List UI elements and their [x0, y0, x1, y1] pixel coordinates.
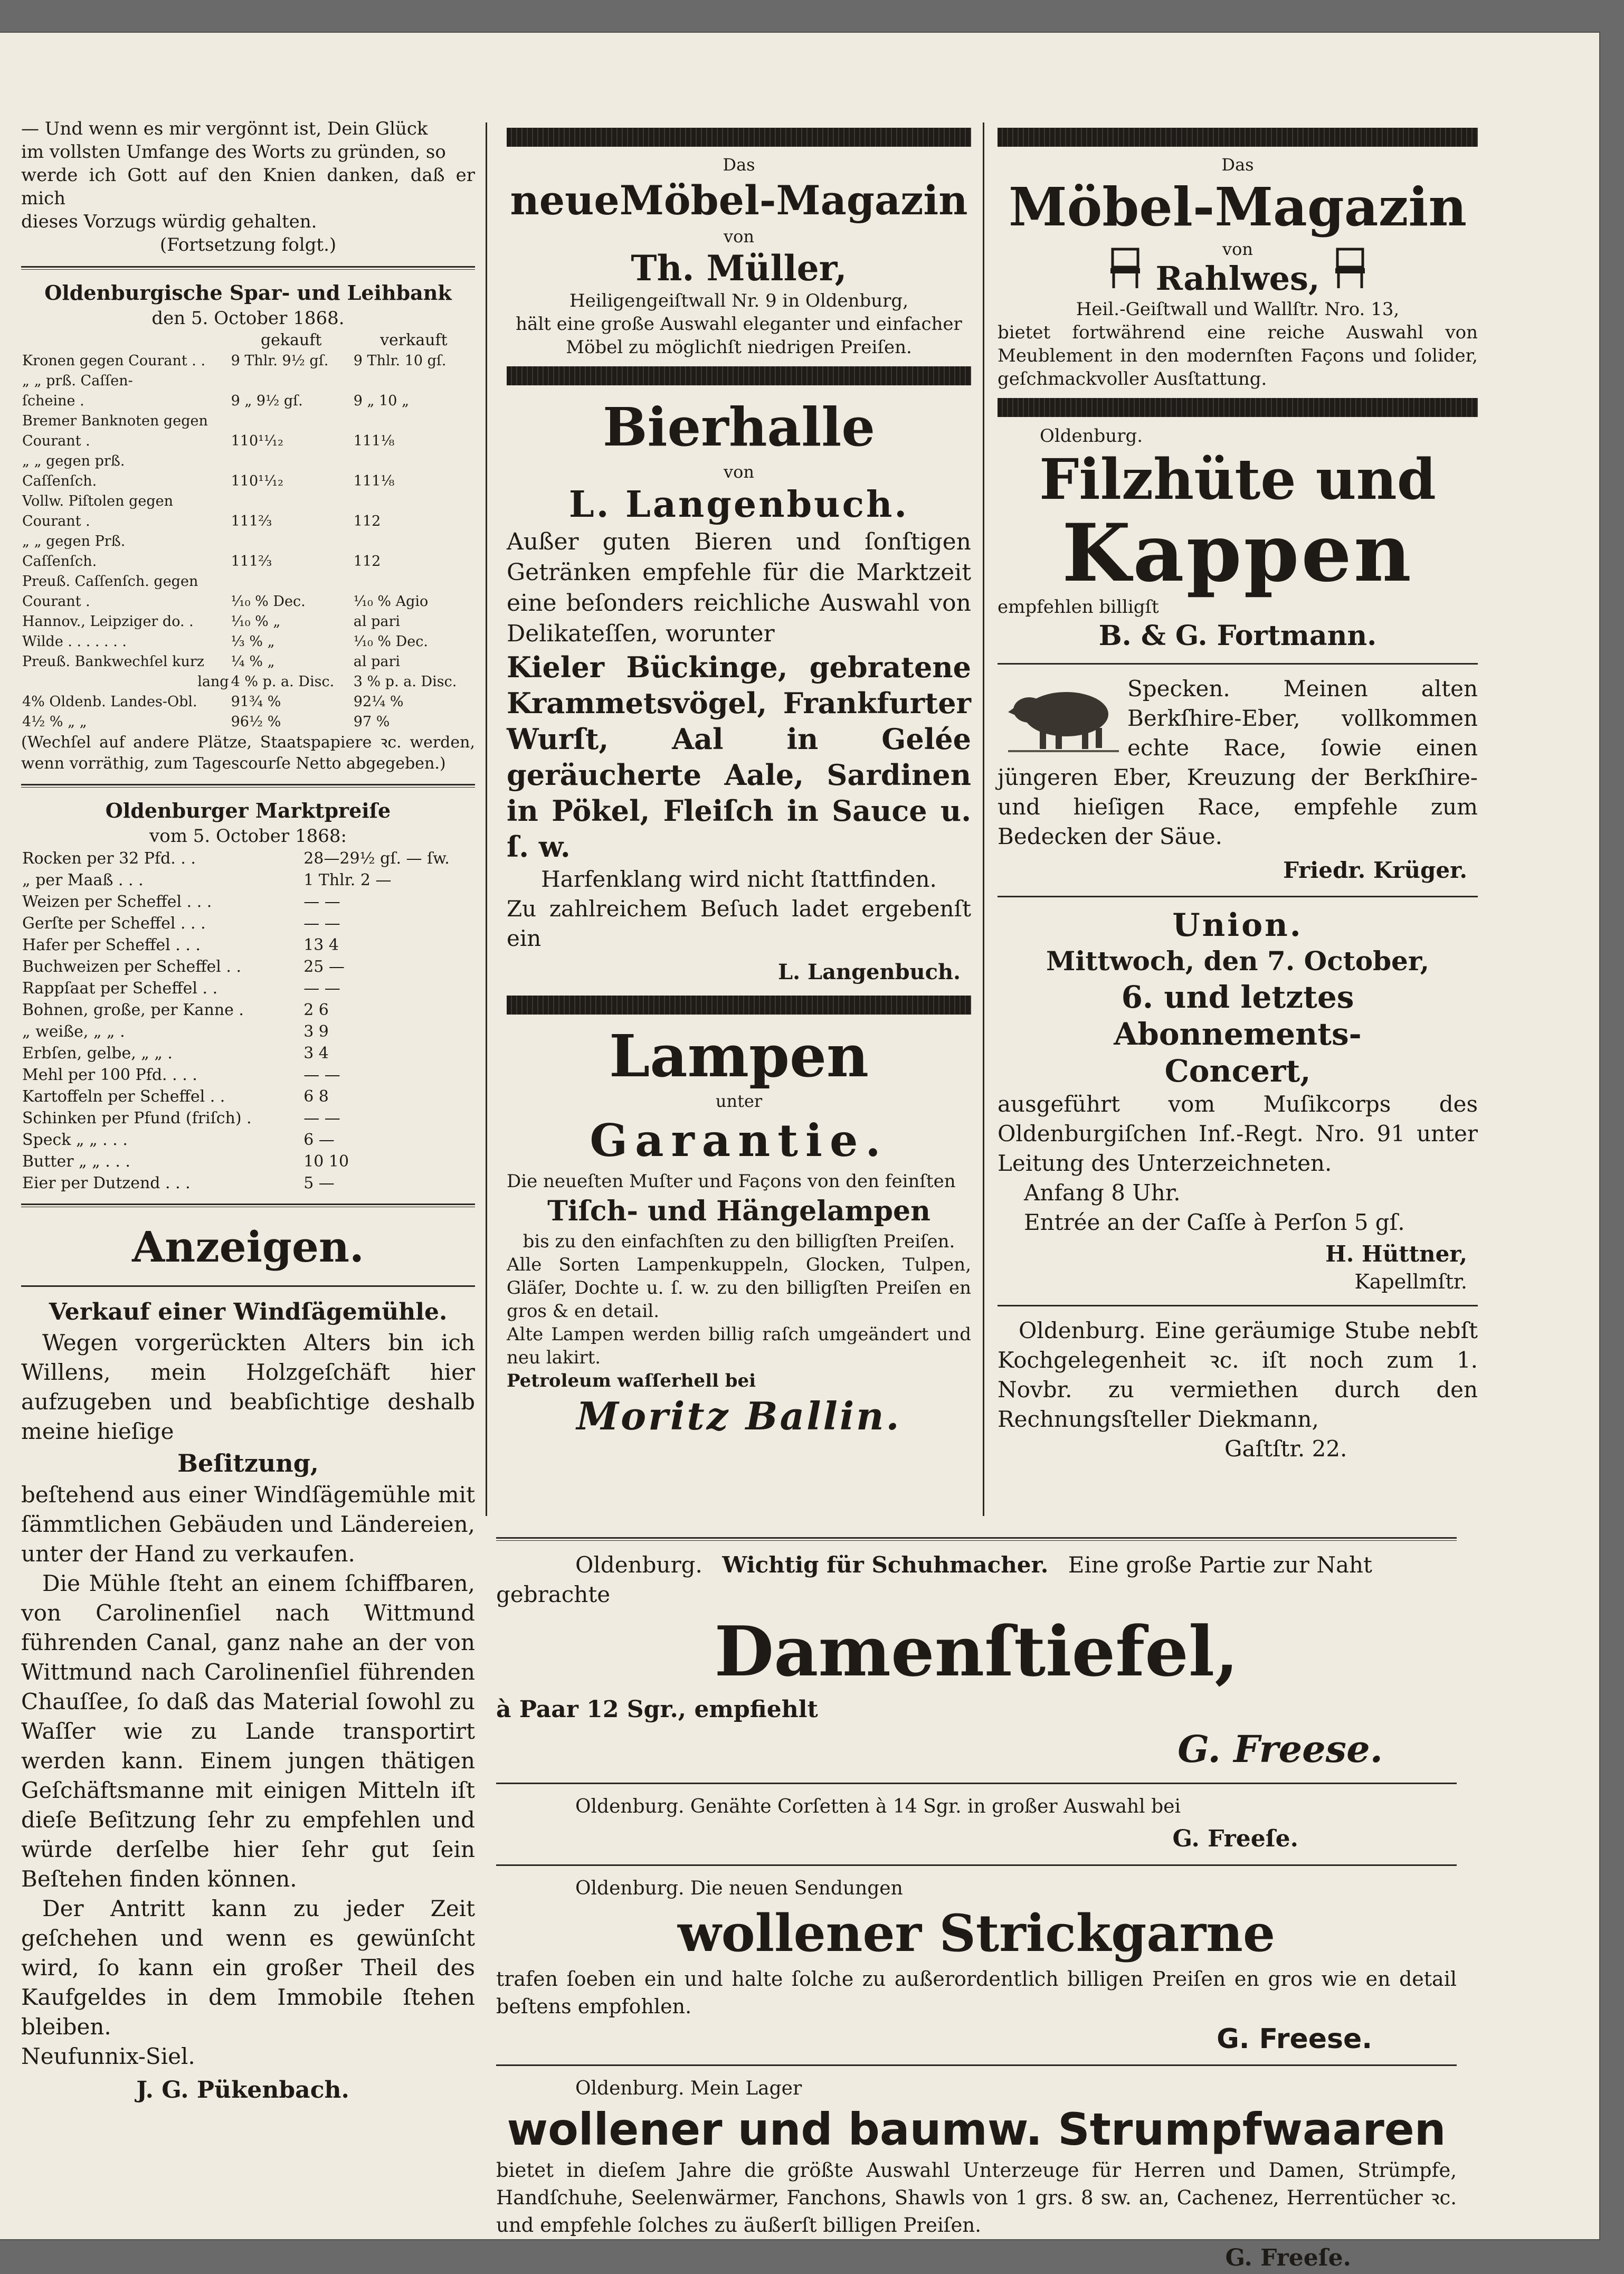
ad-title: neueMöbel-Magazin [510, 177, 968, 224]
table-row [21, 869, 475, 891]
ad-title: Verkauf einer Windſägemühle. [49, 1299, 448, 1325]
table-cell: 111²⁄₃ [231, 553, 272, 570]
table-cell: 110¹¹⁄₁₂ [231, 473, 283, 489]
bank-date: den 5. October 1868. [151, 308, 345, 329]
divider [21, 784, 475, 788]
table-cell: „ „ gegen Prß. [22, 533, 126, 549]
divider [496, 1537, 1457, 1541]
table-cell: — — [303, 979, 340, 998]
table-cell: „ „ prß. Caſſen- [22, 373, 133, 389]
ad-text: Oldenburg. Eine geräumige Stube nebſt Kochgelegenheit ꝛc. iſt noch zum 1. Novbr. zu vermiethen durch den Rechnungsſteller Diekmann, [998, 1318, 1478, 1432]
table-cell [353, 371, 475, 391]
table-cell [230, 451, 353, 471]
wide-ads [496, 1537, 1457, 2274]
divider [998, 663, 1478, 665]
ad-lampen [507, 1022, 971, 1440]
ad-moebel-mueller [507, 154, 971, 359]
market-date: vom 5. October 1868: [149, 826, 347, 847]
ad-merchant: L. Langenbuch. [568, 484, 909, 526]
ad-place: Neufunnix-Siel. [21, 2043, 195, 2069]
table-cell: Hafer per Scheffel . . . [22, 936, 201, 954]
table-cell: Preuß. Caſſenſch. gegen [22, 573, 198, 590]
serial-story-ending [21, 117, 475, 257]
ad-kicker: Das [1221, 155, 1254, 175]
ad-text: beſtehend aus einer Windſägemühle mit ſämmtlichen Gebäuden und Ländereien, unter der Hand zu verkaufen. [21, 1482, 475, 1567]
table-cell [353, 491, 475, 511]
ad-signature-title: Kapellmſtr. [1354, 1270, 1467, 1293]
table-row [21, 451, 475, 471]
ad-boar [998, 674, 1478, 886]
table-cell: 10 10 [303, 1152, 349, 1171]
table-cell: Bremer Banknoten gegen [22, 413, 208, 429]
ad-strumpfwaaren [496, 2076, 1457, 2274]
table-row [21, 532, 475, 552]
ad-title: wollener Strickgarne [677, 1903, 1276, 1963]
table-row [21, 1129, 475, 1151]
ad-date: Mittwoch, den 7. October, [1046, 945, 1429, 977]
ad-text: Anfang 8 Uhr. [1024, 1180, 1181, 1206]
table-cell: 25 — [303, 958, 345, 976]
ad-title: Lampen [609, 1022, 869, 1090]
table-cell: Erbſen, gelbe, „ „ . [22, 1044, 173, 1063]
ad-text: Die neueſten Muſter und Façons von den feinſten [507, 1171, 956, 1192]
ornamental-bar [998, 128, 1478, 147]
table-cell [353, 411, 475, 431]
table-row [21, 371, 475, 391]
market-title: Oldenburger Marktpreiſe [105, 799, 391, 822]
table-cell: 97 % [353, 714, 390, 730]
ad-moebel-rahlwes [998, 154, 1478, 391]
column-right [998, 96, 1478, 1464]
divider [21, 1285, 475, 1287]
table-cell: — — [303, 914, 340, 933]
table-cell: lang [197, 674, 229, 690]
ad-text: Zu zahlreichem Beſuch ladet ergebenſt ein [507, 896, 971, 951]
table-cell: Rappſaat per Scheffel . . [22, 979, 218, 998]
table-row [21, 391, 475, 411]
ornamental-bar [507, 996, 971, 1015]
ad-text: bietet in dieſem Jahre die größte Auswahl Unterzeuge für Herren und Damen, Strümpfe, Handſchuhe, Seelenwärmer, Fanchons, Shawls von 1 grs. 8 sw. an, Cachenez, Herrentücher ꝛc. und empfehle ſolches zu äußerſt billigen Preiſen. [496, 2159, 1457, 2237]
section-heading-anzeigen: Anzeigen. [132, 1222, 364, 1272]
ad-signature: H. Hüttner, [1325, 1241, 1467, 1267]
ad-subtitle: Concert, [1164, 1053, 1311, 1089]
table-cell: „ „ gegen prß. [22, 453, 125, 469]
table-cell: 6 — [303, 1131, 335, 1149]
table-cell: 9 „ 9½ gſ. [231, 393, 303, 409]
ad-text: Petroleum waſſerhell bei [507, 1370, 756, 1391]
table-cell [230, 572, 353, 592]
ad-subtitle: Garantie. [590, 1114, 888, 1167]
ad-text: Entrée an der Caſſe à Perſon 5 gſ. [1024, 1209, 1405, 1235]
ad-title: wollener und baumw. Strumpfwaaren [507, 2104, 1446, 2155]
ornamental-bar [507, 366, 971, 385]
table-cell: 28—29½ gſ. — ſw. [303, 849, 450, 868]
table-row [21, 1172, 475, 1194]
table-cell: Kartoffeln per Scheffel . . [22, 1087, 225, 1106]
table-cell [353, 451, 475, 471]
ad-text: Wegen vorgerückten Alters bin ich Willens, mein Holzgeſchäft hier aufzugeben und beabſichtige deshalb meine hieſige [21, 1330, 475, 1444]
table-cell: 9 Thlr. 10 gſ. [353, 353, 447, 369]
bank-rates-table [21, 330, 475, 732]
ad-room-rent [998, 1316, 1478, 1464]
table-cell: 3 % p. a. Disc. [353, 674, 457, 690]
chair-icon [1108, 247, 1142, 289]
ad-kicker: Das [723, 155, 755, 175]
ad-place: Oldenburg. [575, 1552, 702, 1578]
ad-subtitle: 6. und letztes Abonnements- [1114, 979, 1362, 1052]
ad-title: Kappen [1062, 507, 1413, 600]
market-prices [21, 797, 475, 1194]
ad-windmill-sale [21, 1296, 475, 2106]
divider [998, 896, 1478, 897]
table-cell [21, 330, 230, 351]
table-row [21, 1151, 475, 1172]
divider [496, 1864, 1457, 1866]
ad-merchant: Th. Müller, [631, 248, 847, 289]
table-cell: 13 4 [303, 936, 339, 954]
table-cell: Kronen gegen Courant . . [22, 353, 206, 369]
table-cell [230, 491, 353, 511]
bank-title: Oldenburgische Spar- und Leihbank [44, 281, 452, 305]
table-cell: Buchweizen per Scheffel . . [22, 958, 242, 976]
table-row [21, 956, 475, 978]
table-cell [230, 532, 353, 552]
ad-highlight: Tiſch- und Hängelampen [547, 1195, 930, 1227]
ad-text: Eine große Partie zur Naht gebrachte [496, 1552, 1372, 1607]
table-cell: Caſſenſch. [22, 553, 97, 570]
ad-place: Oldenburg. [1040, 425, 1143, 447]
ad-signature: L. Langenbuch. [777, 960, 961, 984]
table-cell: — — [303, 893, 340, 911]
table-row [21, 978, 475, 999]
table-row [21, 491, 475, 511]
table-cell: al pari [353, 653, 401, 670]
table-cell: 110¹¹⁄₁₂ [231, 433, 283, 449]
table-cell: 9 Thlr. 9½ gſ. [231, 353, 329, 369]
ad-signature: G. Freeſe. [1225, 2244, 1351, 2271]
table-row [21, 913, 475, 934]
ad-text: bis zu den einfachſten zu den billigſten Preiſen. [523, 1231, 955, 1252]
ad-von: von [724, 226, 754, 247]
ad-unter: unter [715, 1091, 763, 1111]
table-row [21, 552, 475, 572]
ad-text: Harfenklang wird nicht ſtattfinden. [541, 866, 937, 892]
table-cell [230, 371, 353, 391]
table-cell [353, 532, 475, 552]
ad-highlight: Kieler Bückinge, gebratene Krammetsvögel, Frankfurter Wurſt, Aal in Gelée geräucherte Aale, Sardinen in Pökel, Fleiſch in Sauce u. ſ. w. [507, 650, 971, 864]
ad-title: Möbel-Magazin [1008, 176, 1467, 238]
ad-title: Union. [1172, 907, 1303, 944]
table-cell: Hannov., Leipziger do. . [22, 613, 194, 630]
table-cell: 3 9 [303, 1022, 329, 1041]
table-cell: 91³⁄₄ % [231, 694, 281, 710]
table-cell: „ weiße, „ „ . [22, 1022, 125, 1041]
table-row [21, 592, 475, 612]
ad-title: Bierhalle [603, 396, 875, 458]
table-cell: ¹⁄₁₀ % Dec. [353, 633, 428, 650]
table-cell: 111¹⁄₈ [353, 433, 395, 449]
ad-subtitle: Beſitzung, [177, 1449, 319, 1477]
table-cell: 4% Oldenb. Landes-Obl. [22, 694, 197, 710]
table-row [21, 891, 475, 913]
table-cell: 111²⁄₃ [231, 513, 272, 529]
story-line: im vollsten Umfange des Worts zu gründen, so [21, 141, 446, 163]
divider [496, 2064, 1457, 2066]
table-cell: Rocken per 32 Pfd. . . [22, 849, 196, 868]
ad-text: hält eine große Auswahl eleganter und einfacher Möbel zu möglichſt niedrigen Preiſen. [516, 314, 962, 358]
table-cell: 6 8 [303, 1087, 329, 1106]
table-cell: Courant . [22, 513, 90, 529]
ad-text: empfehlen billigſt [998, 596, 1159, 618]
table-cell: 9 „ 10 „ [353, 393, 410, 409]
table-cell: 96¹⁄₂ % [231, 714, 281, 730]
ad-strickgarne [496, 1875, 1457, 2055]
table-row [21, 572, 475, 592]
table-cell: Caſſenſch. [22, 473, 97, 489]
ad-signature: Friedr. Krüger. [1283, 857, 1467, 883]
table-cell: Vollw. Piſtolen gegen [22, 493, 174, 509]
table-row [21, 848, 475, 869]
table-cell: ¹⁄₄ % „ [231, 653, 275, 670]
market-prices-table [21, 848, 475, 1194]
table-cell: — — [303, 1066, 340, 1084]
ad-signature: G. Freese. [1177, 1727, 1383, 1771]
ad-title: Filzhüte und [1039, 446, 1436, 512]
table-cell: 112 [353, 553, 381, 570]
column-header: verkauft [380, 331, 448, 349]
ad-text: trafen ſoeben ein und halte ſolche zu außerordentlich billigen Preiſen en gros wie en detail beſtens empfohlen. [496, 1967, 1457, 2018]
table-cell: Wilde . . . . . . . [22, 633, 127, 650]
table-cell: Gerſte per Scheffel . . . [22, 914, 206, 933]
ad-merchant: Rahlwes, [1155, 259, 1320, 298]
ad-corsetten [496, 1794, 1457, 1855]
table-cell: „ per Maaß . . . [22, 871, 144, 889]
ad-text: Die Mühle ſteht an einem ſchiffbaren, von Carolinenſiel nach Wittmund führenden Canal, ganz nahe an der von Wittmund nach Carolinenſiel führenden Chauſſee, ſo daß das Material ſowohl zu Waſſer wie zu Lande transportirt werden kann. Einem jungen thätigen Geſchäftsmanne mit einigen Mitteln iſt dieſe Beſitzung ſehr zu empfehlen und würde derſelbe hier ſehr gut ſein Beſtehen finden können. [21, 1570, 475, 1892]
column-header: gekauft [260, 331, 322, 349]
newspaper-page [0, 33, 1599, 2271]
ad-merchant: B. & G. Fortmann. [1098, 620, 1377, 652]
table-row [21, 712, 475, 732]
column-rule [486, 122, 487, 1516]
ad-text: Oldenburg. Genähte Corſetten à 14 Sgr. in großer Auswahl bei [575, 1796, 1181, 1817]
ad-address: Heiligengeiſtwall Nr. 9 in Oldenburg, [569, 290, 909, 311]
ad-text: ausgeführt vom Muſikcorps des Oldenburgiſchen Inf.-Regt. Nro. 91 unter Leitung des Unterzeichneten. [998, 1091, 1478, 1176]
table-row [21, 1043, 475, 1064]
boar-icon [1008, 677, 1119, 756]
ornamental-bar [507, 128, 971, 147]
divider [496, 1783, 1457, 1784]
table-row [21, 1107, 475, 1129]
column-left [21, 96, 475, 2106]
ad-title: Damenſtiefel, [714, 1611, 1239, 1692]
table-cell: 92¹⁄₄ % [353, 694, 404, 710]
ad-lead: Oldenburg. Die neuen Sendungen [575, 1878, 903, 1899]
ad-von: von [724, 462, 754, 482]
table-row [21, 692, 475, 712]
table-cell: 111¹⁄₈ [353, 473, 395, 489]
ad-text: Alte Lampen werden billig raſch umgeändert und neu lakirt. [507, 1324, 971, 1368]
ad-text: Alle Sorten Lampenkuppeln, Glocken, Tulpen, Gläſer, Dochte u. ſ. w. zu den billigſten Preiſen en gros & en detail. [507, 1254, 971, 1322]
ad-text: Der Antritt kann zu jeder Zeit geſchehen und wenn es gewünſcht wird, ſo kann ein großer Theil des Kaufgeldes in dem Immobile ſtehen bleiben. [21, 1896, 475, 2040]
ad-address: Gaſtſtr. 22. [1224, 1436, 1347, 1462]
table-row [21, 1086, 475, 1107]
table-row [21, 1021, 475, 1043]
ad-von: von [1222, 239, 1253, 259]
bank-rates [21, 279, 475, 774]
table-cell: 4½ % „ „ [22, 714, 87, 730]
table-row [21, 632, 475, 652]
table-cell: Preuß. Bankwechſel kurz [22, 653, 205, 670]
table-row [21, 672, 475, 692]
divider [21, 266, 475, 270]
table-cell [353, 572, 475, 592]
table-cell: ¹⁄₁₀ % Agio [353, 593, 429, 610]
table-row [21, 1064, 475, 1086]
table-cell: Mehl per 100 Pfd. . . . [22, 1066, 197, 1084]
table-row [21, 351, 475, 371]
ad-address: Heil.-Geiſtwall und Wallſtr. Nro. 13, [1076, 299, 1400, 320]
ad-text: bietet fortwährend eine reiche Auswahl von Meublement in den modernſten Façons und ſolider, geſchmackvoller Ausſtattung. [998, 322, 1478, 390]
table-header [21, 330, 475, 351]
table-row [21, 612, 475, 632]
continuation-note: (Fortsetzung folgt.) [159, 234, 337, 255]
story-line: — Und wenn es mir vergönnt ist, Dein Glück [21, 118, 428, 139]
table-cell: 5 — [303, 1174, 335, 1192]
ad-damenstiefel [496, 1550, 1457, 1773]
table-cell: 4 % p. a. Disc. [231, 674, 335, 690]
bank-note: (Wechſel auf andere Plätze, Staatspapiere ꝛc. werden, wenn vorräthig, zum Tagescourſe Netto abgegeben.) [21, 733, 475, 773]
table-cell: Bohnen, große, per Kanne . [22, 1001, 244, 1019]
table-cell: 1 Thlr. 2 — [303, 871, 392, 889]
ad-signature: G. Freeſe. [1172, 1825, 1298, 1852]
table-row [21, 999, 475, 1021]
ornamental-bar [998, 398, 1478, 417]
table-cell: 112 [353, 513, 381, 529]
ad-text: Außer guten Bieren und ſonſtigen Getränken empfehle für die Marktzeit eine beſonders reichliche Auswahl von Delikateſſen, worunter [507, 528, 971, 647]
table-cell: Weizen per Scheffel . . . [22, 893, 212, 911]
table-cell: — — [303, 1109, 340, 1127]
ad-bierhalle [507, 393, 971, 988]
table-cell: Eier per Dutzend . . . [22, 1174, 191, 1192]
story-line: werde ich Gott auf den Knien danken, daß er mich [21, 165, 475, 209]
story-line: dieses Vorzugs würdig gehalten. [21, 211, 317, 232]
ad-filzhuete [998, 424, 1478, 653]
column-rule [983, 122, 984, 1516]
table-cell: ſcheine . [22, 393, 84, 409]
ad-signature: Moritz Ballin. [576, 1394, 901, 1438]
table-cell: Courant . [22, 593, 90, 610]
ad-text: Specken. Meinen alten Berkſhire-Eber, vollkommen echte Race, ſowie einen jüngeren Eber, Kreuzung der Berkſhire- und hieſigen Race, empfehle zum Bedecken der Säue. [998, 676, 1478, 849]
table-cell: 3 4 [303, 1044, 329, 1063]
ad-price: à Paar 12 Sgr., empfiehlt [496, 1696, 818, 1723]
table-cell: Schinken per Pfund (friſch) . [22, 1109, 252, 1127]
table-cell: Butter „ „ . . . [22, 1152, 130, 1171]
table-cell: ¹⁄₃ % „ [231, 633, 275, 650]
table-cell [230, 411, 353, 431]
merchant-line [998, 239, 1478, 298]
ad-signature: G. Freese. [1217, 2023, 1372, 2055]
ad-signature: J. G. Pükenbach. [136, 2077, 349, 2104]
ad-union-concert [998, 907, 1478, 1295]
table-row [21, 511, 475, 532]
ad-lead: Wichtig für Schuhmacher. [722, 1552, 1049, 1578]
table-cell: Speck „ „ . . . [22, 1131, 128, 1149]
table-cell: ¹⁄₁₀ % Dec. [231, 593, 306, 610]
divider [998, 1305, 1478, 1306]
table-cell: Courant . [22, 433, 90, 449]
table-row [21, 934, 475, 956]
column-middle [507, 96, 971, 1440]
table-cell: 2 6 [303, 1001, 329, 1019]
divider [21, 1204, 475, 1207]
table-row [21, 431, 475, 451]
chair-icon [1333, 247, 1367, 289]
table-row [21, 471, 475, 491]
ad-lead: Oldenburg. Mein Lager [575, 2078, 802, 2099]
table-cell: al pari [353, 613, 401, 630]
table-cell: ¹⁄₁₀ % „ [231, 613, 281, 630]
table-row [21, 411, 475, 431]
table-row [21, 652, 475, 672]
